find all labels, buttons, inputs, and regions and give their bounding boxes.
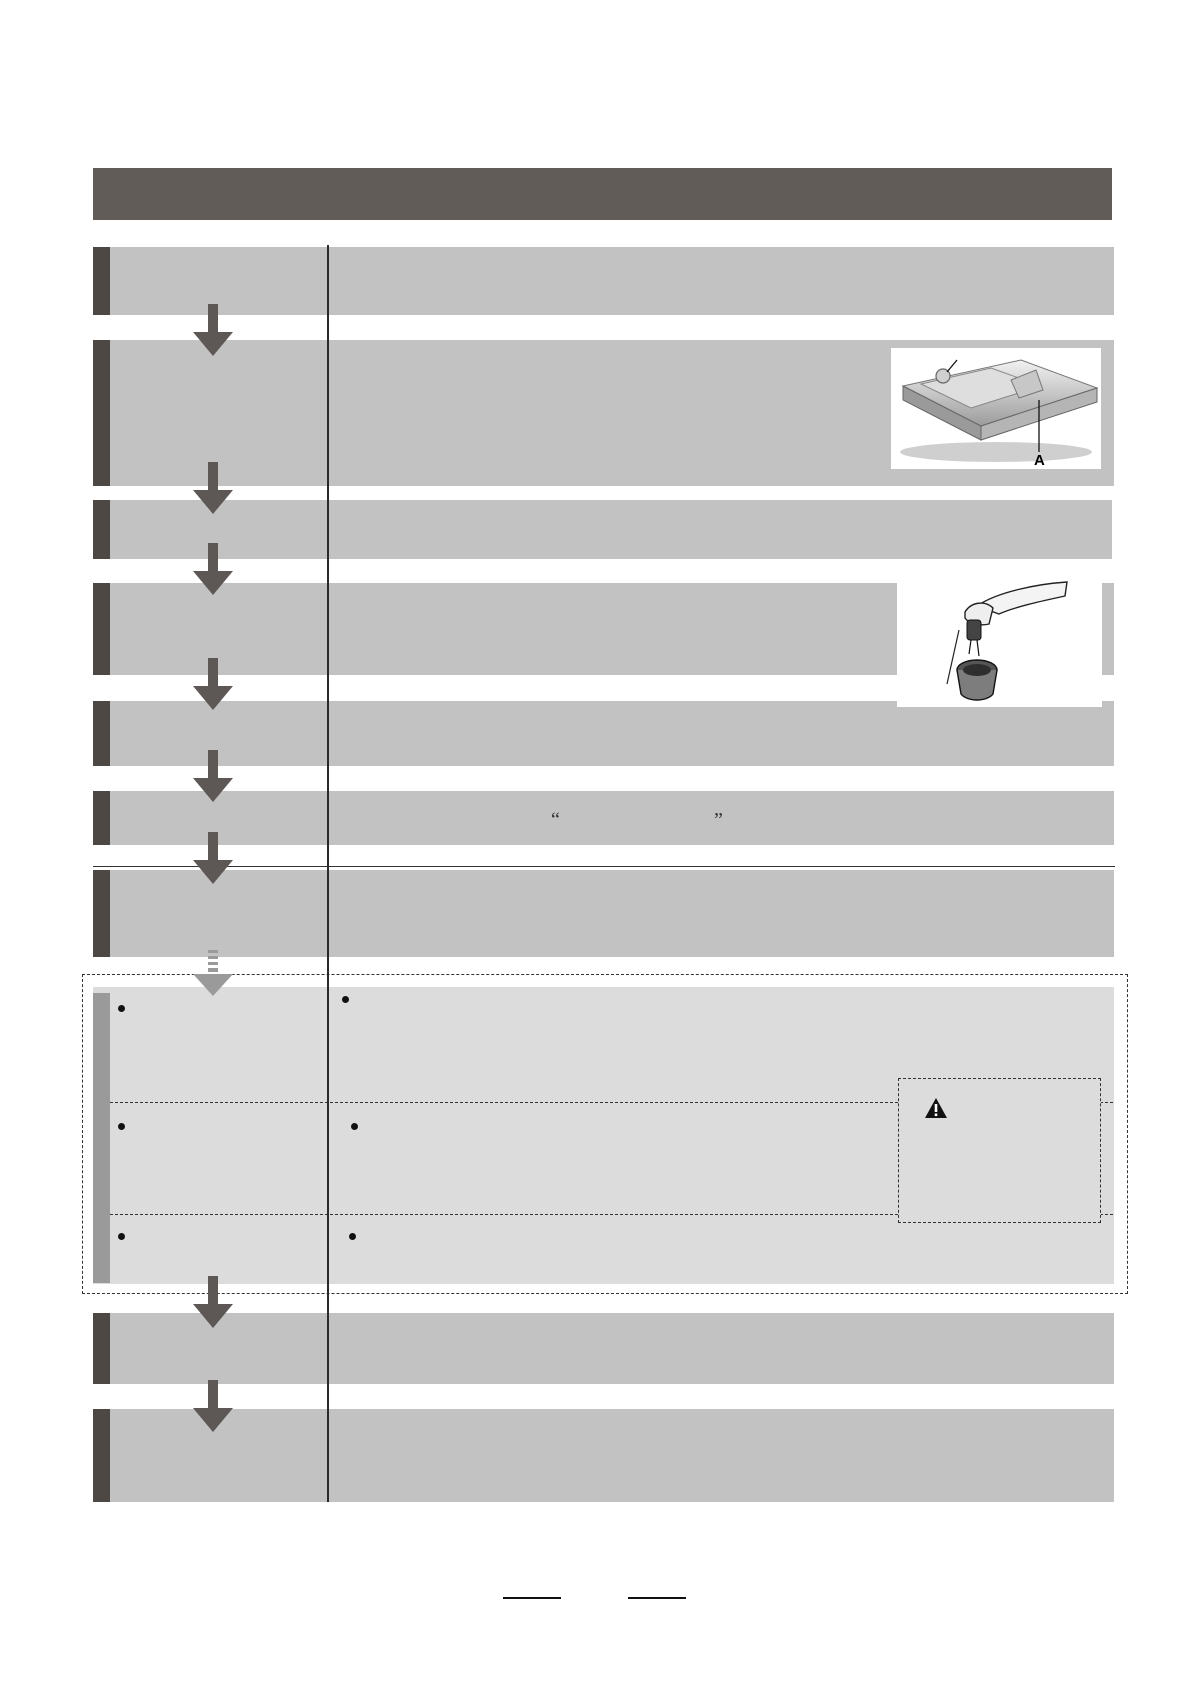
rinse-aid-drawing [897,574,1102,707]
section-header-bar [93,168,1112,220]
rinse-aid-illustration [897,574,1102,707]
bullet-dot [349,1233,356,1240]
step-accent [93,583,110,675]
bullet-dot [118,1123,125,1130]
step-accent [93,340,110,486]
warning-icon [924,1097,948,1119]
step-accent [93,791,110,845]
dashed-down-arrow-icon [193,946,233,998]
down-arrow-icon [193,832,233,884]
step-accent [93,500,110,559]
down-arrow-icon [193,543,233,595]
bullet-dot [118,1005,125,1012]
bullet-dot [351,1123,358,1130]
step-row-7 [93,870,1114,957]
dispenser-illustration [891,348,1101,469]
dispenser-callout-label: A [1034,452,1045,469]
step-row-9 [93,1409,1114,1502]
down-arrow-icon [193,1276,233,1328]
down-arrow-icon [193,750,233,802]
step-accent [93,870,110,957]
dispenser-drawing [891,348,1101,469]
step-row-8 [93,1313,1114,1384]
bullet-dot [118,1233,125,1240]
down-arrow-icon [193,304,233,356]
step-row-6 [93,791,1114,845]
step-accent [93,701,110,766]
step-accent [93,247,110,315]
bullet-dot [342,996,349,1003]
footer-rule-left [503,1597,561,1599]
footer-rule-right [628,1597,686,1599]
quote-close: ” [714,809,723,831]
warning-box [898,1078,1101,1223]
step-accent [93,1409,110,1502]
down-arrow-icon [193,462,233,514]
step-accent [93,1313,110,1384]
separator-line [93,866,1115,867]
column-divider [327,245,329,1502]
step-row-1 [93,247,1114,315]
down-arrow-icon [193,658,233,710]
down-arrow-icon [193,1380,233,1432]
step-row-5 [93,701,1114,766]
step-row-3 [93,500,1112,559]
quote-open: “ [551,809,560,831]
